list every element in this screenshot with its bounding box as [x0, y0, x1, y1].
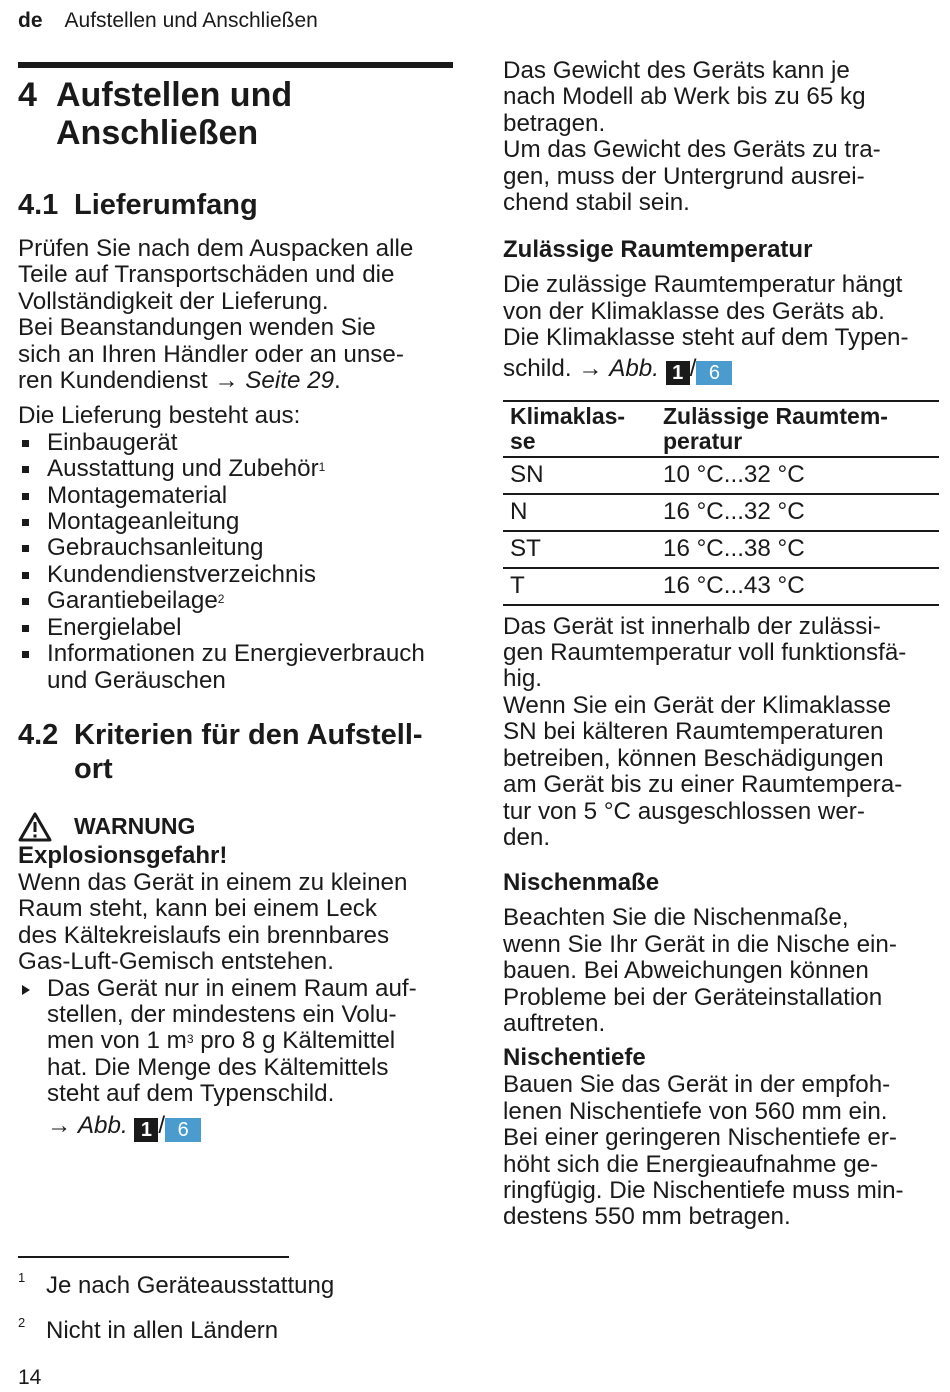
list-item-text: Informationen zu Energieverbrauch	[47, 640, 425, 668]
footnote-rule	[18, 1256, 289, 1258]
section-number: 4.1	[18, 189, 59, 221]
header-line: se	[510, 427, 536, 454]
text-fragment: schild.	[503, 354, 572, 382]
text-line: den.	[503, 823, 551, 851]
text-line: hig.	[503, 665, 542, 693]
text-line: betragen.	[503, 109, 606, 137]
section-4-1-heading	[18, 188, 456, 222]
text-line: Wenn das Gerät in einem zu kleinen	[18, 868, 408, 896]
text-line: stellen, der mindestens ein Volu-	[47, 1000, 397, 1028]
room-temperature-heading: Zulässige Raumtemperatur	[503, 236, 813, 264]
section-title	[74, 718, 423, 786]
chapter-title-line: Aufstellen und	[56, 76, 293, 114]
list-item	[18, 641, 456, 694]
figure-label: Abb.	[77, 1111, 128, 1139]
text-line: chend stabil sein.	[503, 189, 690, 217]
list-item-text: Einbaugerät	[47, 428, 178, 456]
action-step	[18, 976, 456, 1142]
weight-paragraph	[503, 58, 939, 216]
list-item-text: Kundendienstverzeichnis	[47, 560, 316, 588]
text-line: Probleme bei der Geräteinstallation	[503, 983, 883, 1011]
list-item-text: Montagematerial	[47, 481, 228, 509]
header-line: Klimaklas-	[510, 402, 626, 429]
text-line: ringfügig. Die Nischentiefe muss min-	[503, 1176, 904, 1204]
section-title: Lieferumfang	[74, 189, 258, 221]
climate-class-table	[503, 400, 939, 606]
list-item-text: Garantiebeilage	[47, 587, 218, 615]
text-line: Bauen Sie das Gerät in der empfoh-	[503, 1071, 891, 1099]
text-line: Bei einer geringeren Nischentiefe er-	[503, 1124, 897, 1152]
list-item	[18, 588, 456, 614]
warning-header	[18, 812, 456, 842]
list-item	[18, 615, 456, 641]
text-line: auftreten.	[503, 1009, 606, 1037]
text-line	[18, 368, 456, 394]
text-line: Die Klimaklasse steht auf dem Typen-	[503, 324, 909, 352]
text-fragment: .	[334, 367, 341, 395]
temperature-range-cell: 16 °C...32 °C	[663, 497, 805, 525]
chapter-title-line: Anschließen	[56, 114, 259, 152]
text-line	[503, 356, 939, 385]
header-line: Zulässige Raumtem-	[663, 402, 888, 429]
chapter-number: 4	[18, 76, 37, 114]
figure-number-badge[interactable]: 1	[134, 1118, 158, 1142]
text-line: nach Modell ab Werk bis zu 65 kg	[503, 83, 866, 111]
temperature-range-cell: 16 °C...38 °C	[663, 534, 805, 562]
footnote-marker: 1	[318, 460, 326, 475]
text-line: betreiben, können Beschädigungen	[503, 744, 884, 772]
text-line: wenn Sie Ihr Gerät in die Nische ein-	[503, 930, 897, 958]
text-line: Das Gerät nur in einem Raum auf-	[47, 974, 417, 1002]
header-title: Aufstellen und Anschließen	[64, 9, 318, 32]
section-4-2-heading	[18, 718, 456, 786]
text-line: von der Klimaklasse des Geräts ab.	[503, 297, 885, 325]
list-item-text: und Geräuschen	[47, 666, 226, 694]
list-item	[18, 562, 456, 588]
separator: /	[689, 354, 697, 382]
text-line: destens 550 mm betragen.	[503, 1203, 791, 1231]
delivery-intro: Die Lieferung besteht aus:	[18, 402, 301, 430]
warning-label: WARNUNG	[74, 813, 196, 840]
step-arrow-icon	[22, 985, 30, 995]
text-line: des Kältekreislaufs ein brennbares	[18, 921, 390, 949]
text-line: lenen Nischentiefe von 560 mm ein.	[503, 1097, 888, 1125]
section-title-line: ort	[74, 752, 113, 785]
left-column	[18, 62, 456, 1142]
text-fragment: men von 1 m	[47, 1027, 187, 1055]
text-line: gen, muss der Untergrund ausrei-	[503, 162, 865, 190]
superscript: 3	[186, 1032, 194, 1047]
chapter-title	[18, 76, 456, 152]
text-line: hat. Die Menge des Kältemittels	[47, 1053, 389, 1081]
list-item-text: Energielabel	[47, 613, 182, 641]
text-line: Gas-Luft-Gemisch entstehen.	[18, 948, 334, 976]
text-line: Bei Beanstandungen wenden Sie	[18, 314, 376, 342]
list-item	[18, 483, 456, 509]
table-row	[503, 568, 939, 605]
text-line: Die zulässige Raumtemperatur hängt	[503, 271, 903, 299]
chapter-title-text	[56, 76, 292, 152]
text-line: sich an Ihren Händler oder an unse-	[18, 340, 404, 368]
text-line: Raum steht, kann bei einem Leck	[18, 895, 377, 923]
text-line: Teile auf Transportschäden und die	[18, 261, 395, 289]
text-fragment: pro 8 g Kältemittel	[193, 1027, 396, 1055]
climate-class-cell: T	[510, 571, 525, 599]
column-header-climate-class	[503, 401, 663, 457]
niche-depth-heading: Nischentiefe	[503, 1044, 646, 1072]
footnote-marker: 1	[18, 1270, 26, 1285]
footnote-text: Nicht in allen Ländern	[46, 1317, 279, 1344]
arrow-icon: →	[578, 354, 603, 382]
list-item-text: Montageanleitung	[47, 508, 240, 536]
text-line: gen Raumtemperatur voll funktionsfä-	[503, 639, 907, 667]
niche-paragraph	[503, 905, 939, 1037]
footnote-marker: 2	[18, 1315, 26, 1330]
list-item	[18, 509, 456, 535]
section-number: 4.2	[18, 718, 59, 751]
figure-number-badge[interactable]: 6	[696, 361, 732, 385]
figure-label: Abb.	[609, 354, 659, 382]
text-line	[47, 1028, 456, 1054]
temperature-range-cell: 10 °C...32 °C	[663, 460, 805, 488]
delivery-list	[18, 430, 456, 694]
chapter-rule	[18, 62, 453, 68]
niche-depth-paragraph	[503, 1072, 939, 1230]
delivery-check-paragraph	[18, 236, 456, 394]
page-reference-link[interactable]: Seite 29	[245, 367, 335, 395]
footnote	[18, 1272, 334, 1300]
footnote-text: Je nach Geräteausstattung	[46, 1272, 335, 1299]
text-line: tur von 5 °C ausgeschlossen wer-	[503, 797, 865, 825]
text-line: Wenn Sie ein Gerät der Klimaklasse	[503, 691, 892, 719]
niche-dimensions-heading: Nischenmaße	[503, 869, 660, 897]
figure-reference	[47, 1113, 456, 1142]
text-line: am Gerät bis zu einer Raumtempera-	[503, 771, 903, 799]
table-row	[503, 494, 939, 531]
separator: /	[158, 1111, 166, 1139]
figure-number-badge[interactable]: 6	[165, 1118, 201, 1142]
language-code: de	[18, 9, 43, 32]
text-line: Vollständigkeit der Lieferung.	[18, 287, 329, 315]
list-item	[18, 456, 456, 482]
list-item-text: Gebrauchsanleitung	[47, 534, 264, 562]
figure-number-badge[interactable]: 1	[666, 361, 690, 385]
room-temperature-paragraph	[503, 272, 939, 384]
text-line: Das Gerät ist innerhalb der zulässi-	[503, 612, 881, 640]
text-fragment: ren Kundendienst	[18, 367, 208, 395]
climate-class-cell: ST	[510, 534, 541, 562]
page-header	[18, 9, 318, 33]
list-item-text: Ausstattung und Zubehör	[47, 455, 319, 483]
arrow-icon: →	[47, 1111, 72, 1139]
footnote-marker: 2	[217, 592, 225, 607]
climate-class-cell: N	[510, 497, 528, 525]
temperature-note-paragraph	[503, 614, 939, 852]
warning-triangle-icon	[18, 812, 52, 842]
section-title-line: Kriterien für den Aufstell-	[74, 718, 423, 751]
header-line: peratur	[663, 427, 743, 454]
temperature-range-cell: 16 °C...43 °C	[663, 571, 805, 599]
page-number: 14	[18, 1366, 42, 1389]
table-row	[503, 531, 939, 568]
table-row	[503, 457, 939, 494]
table-header-row	[503, 401, 939, 457]
footnote	[18, 1317, 278, 1345]
text-line: Um das Gewicht des Geräts zu tra-	[503, 136, 881, 164]
list-item	[18, 535, 456, 561]
arrow-icon: →	[214, 367, 239, 395]
warning-block	[18, 812, 456, 1142]
list-item	[18, 430, 456, 456]
text-line: Das Gewicht des Geräts kann je	[503, 57, 850, 84]
text-line: steht auf dem Typenschild.	[47, 1080, 335, 1108]
column-header-room-temperature	[663, 401, 939, 457]
climate-class-cell: SN	[510, 460, 544, 488]
warning-title: Explosionsgefahr!	[18, 841, 228, 869]
right-column	[503, 58, 939, 1231]
text-line: Prüfen Sie nach dem Auspacken alle	[18, 235, 414, 262]
text-line: SN bei kälteren Raumtemperaturen	[503, 718, 884, 746]
text-line: bauen. Bei Abweichungen können	[503, 957, 869, 985]
text-line: höht sich die Energieaufnahme ge-	[503, 1150, 879, 1178]
text-line: Beachten Sie die Nischenmaße,	[503, 904, 849, 932]
